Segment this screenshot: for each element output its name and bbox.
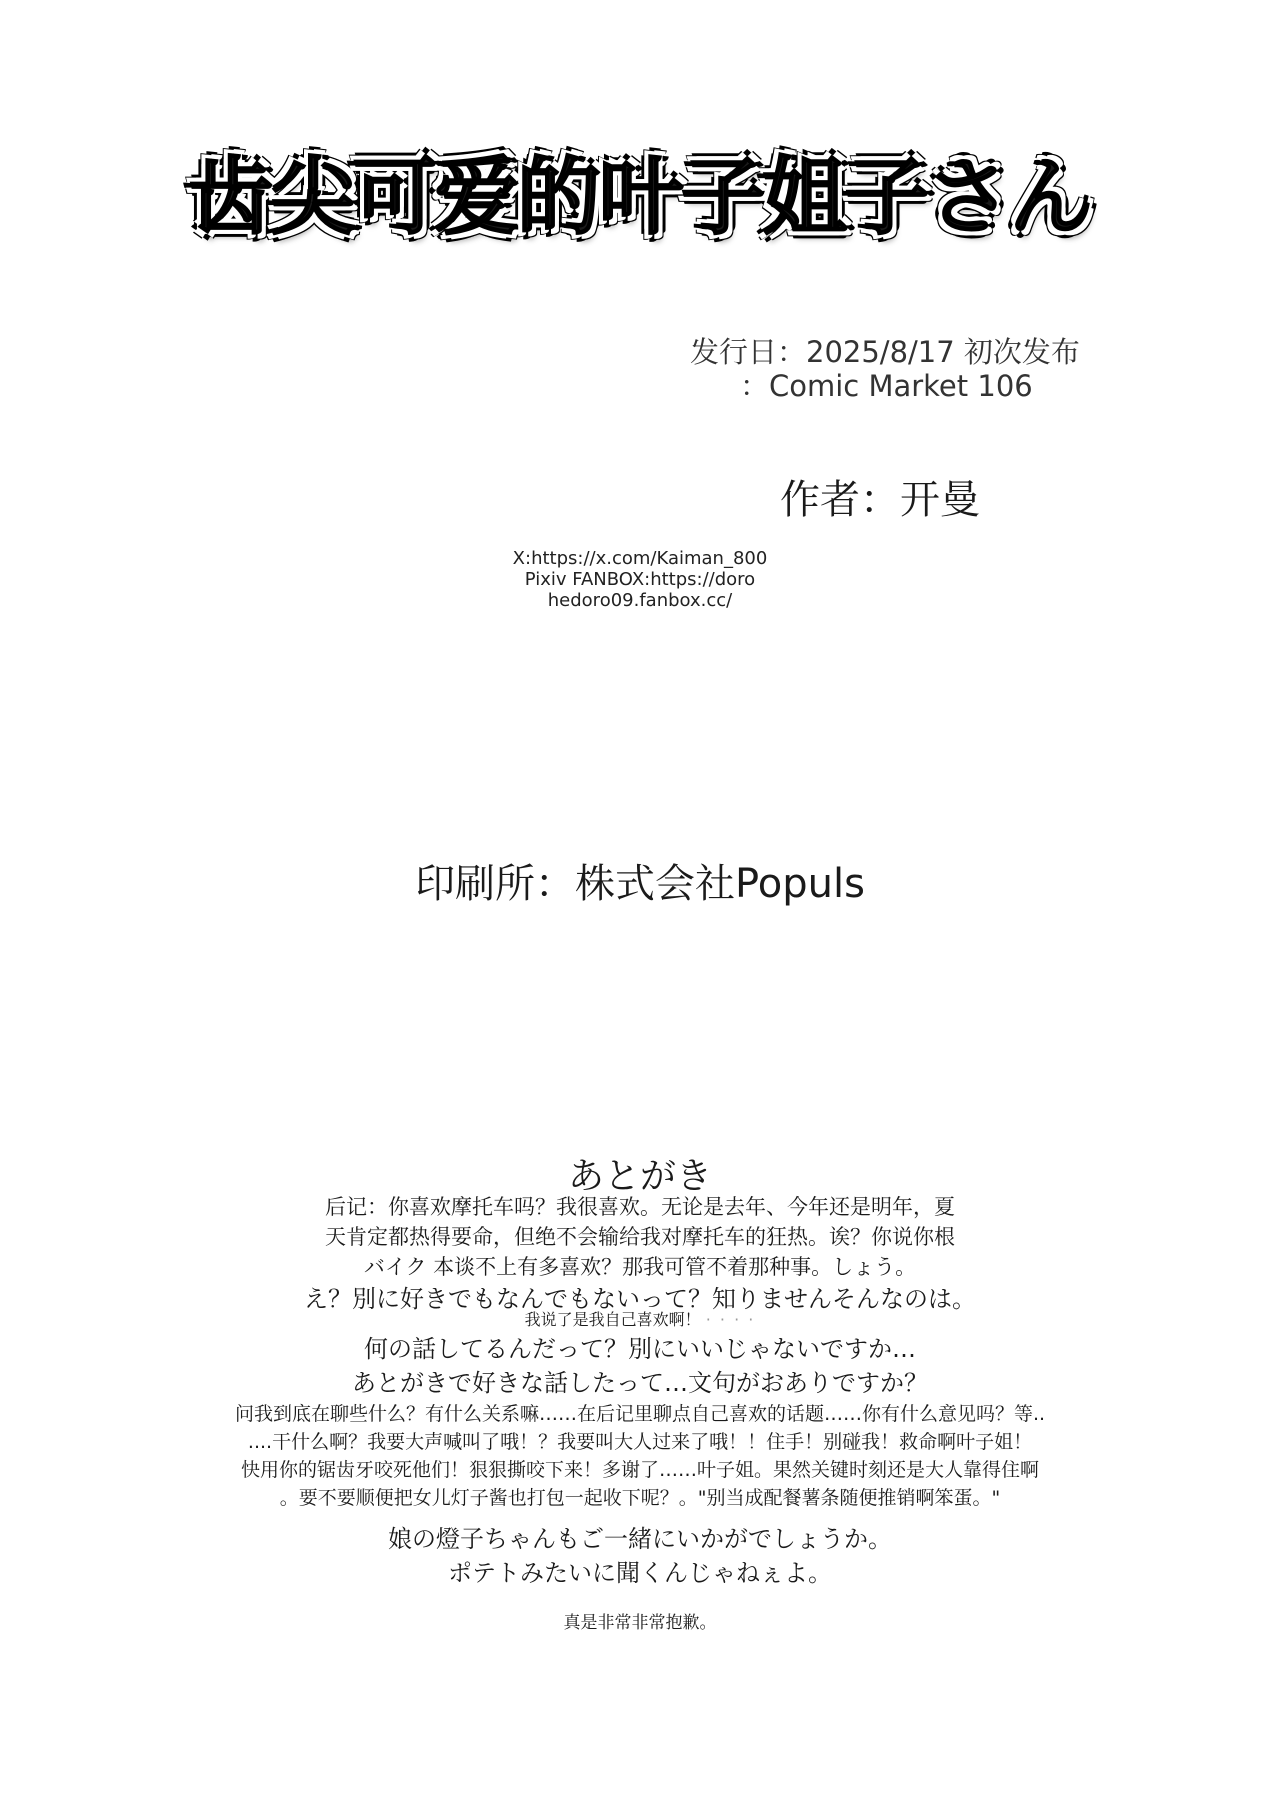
- afterword-line: え？別に好きでもなんでもないって？知りませんそんなのは。: [304, 1285, 976, 1313]
- printer-credit: 印刷所：株式会社Populs: [415, 861, 865, 907]
- afterword-closing: 真是非常非常抱歉。: [563, 1613, 717, 1633]
- afterword-aside-text: 我说了是我自己喜欢啊！: [524, 1310, 701, 1329]
- afterword-line: 快用你的锯齿牙咬死他们！狠狠撕咬下来！多谢了……叶子姐。果然关键时刻还是大人靠得住啊: [240, 1459, 1039, 1481]
- afterword-paragraph-2: [0, 1308, 1280, 1400]
- afterword-aside-smudge: · · · ·: [705, 1310, 756, 1329]
- afterword-line: 问我到底在聊些什么？有什么关系嘛……在后记里聊点自己喜欢的话题……你有什么意见吗？等..: [234, 1403, 1046, 1425]
- release-info: [690, 335, 1110, 403]
- afterword-line: あとがきで好きな話したって…文句がおありですか？: [352, 1369, 928, 1397]
- release-venue: ：Comic Market 106: [740, 369, 1033, 403]
- release-date: 发行日：2025/8/17 初次发布: [690, 335, 1080, 369]
- author-credit: 作者：开曼: [780, 477, 980, 523]
- afterword-paragraph-1: [0, 1192, 1280, 1316]
- afterword-line: バイク 本谈不上有多喜欢？那我可管不着那种事。しょう。: [363, 1255, 917, 1279]
- afterword-line: ....干什么啊？我要大声喊叫了哦！？我要叫大人过来了哦！！住手！别碰我！救命啊叶子姐！: [247, 1431, 1033, 1453]
- afterword-line: ポテトみたいに聞くんじゃねぇよ。: [448, 1559, 832, 1587]
- afterword-heading: あとがき: [567, 1156, 712, 1197]
- afterword-paragraph-4: [0, 1522, 1280, 1590]
- fanbox-link-line-2: hedoro09.fanbox.cc/: [547, 590, 733, 611]
- afterword-line: 。要不要顺便把女儿灯子酱也打包一起收下呢？。"别当成配餐薯条随便推销啊笨蛋。": [279, 1487, 1001, 1509]
- afterword-aside: [0, 1308, 1280, 1332]
- afterword-line: 后记：你喜欢摩托车吗？我很喜欢。无论是去年、今年还是明年，夏: [325, 1195, 955, 1219]
- x-link: X:https://x.com/Kaiman_800: [512, 548, 768, 569]
- afterword-line: 天肯定都热得要命，但绝不会输给我对摩托车的狂热。诶？你说你根: [325, 1225, 955, 1249]
- book-title: 齿尖可爱的叶子姐子さん: [188, 148, 1091, 246]
- afterword-line: 娘の燈子ちゃんもご一緒にいかがでしょうか。: [388, 1525, 892, 1553]
- fanbox-link-line-1: Pixiv FANBOX:https://doro: [524, 569, 756, 590]
- afterword-paragraph-3: [0, 1400, 1280, 1512]
- afterword-line: 何の話してるんだって？別にいいじゃないですか…: [364, 1335, 916, 1363]
- author-links: [480, 548, 800, 611]
